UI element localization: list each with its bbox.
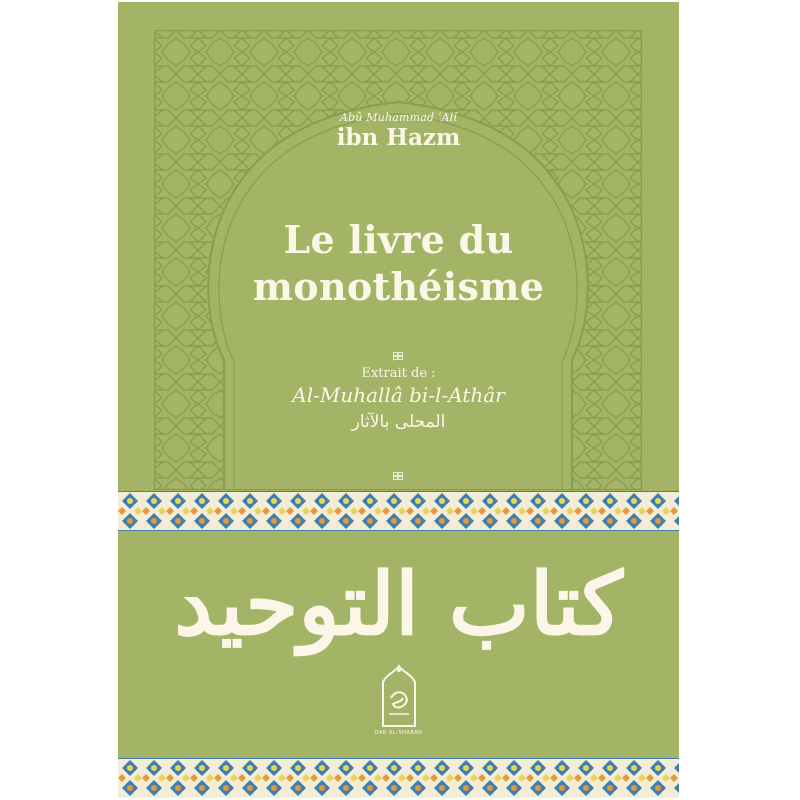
extract-title: Al-Muhallâ bi-l-Athâr (292, 383, 505, 407)
tile-band-top (118, 491, 679, 531)
tile-band-bottom (118, 758, 679, 798)
extract-label: Extrait de : (361, 366, 436, 381)
author-honorific: Abû Muhammad ʿAlî (339, 111, 458, 124)
publisher-logo-icon (373, 662, 425, 732)
ornament-icon (393, 352, 403, 360)
extract-arabic-title: المحلى بالآثار (351, 412, 446, 432)
arabic-calligraphy-title: كتاب التوحيد (174, 554, 623, 655)
publisher-name: DAR AL-SHABAN (374, 730, 423, 736)
author-name: ibn Hazm (336, 124, 461, 151)
title-line-2: monothéisme (252, 264, 545, 309)
book-cover (118, 2, 679, 798)
ornament-icon (393, 472, 403, 480)
title-line-1: Le livre du (283, 217, 514, 262)
